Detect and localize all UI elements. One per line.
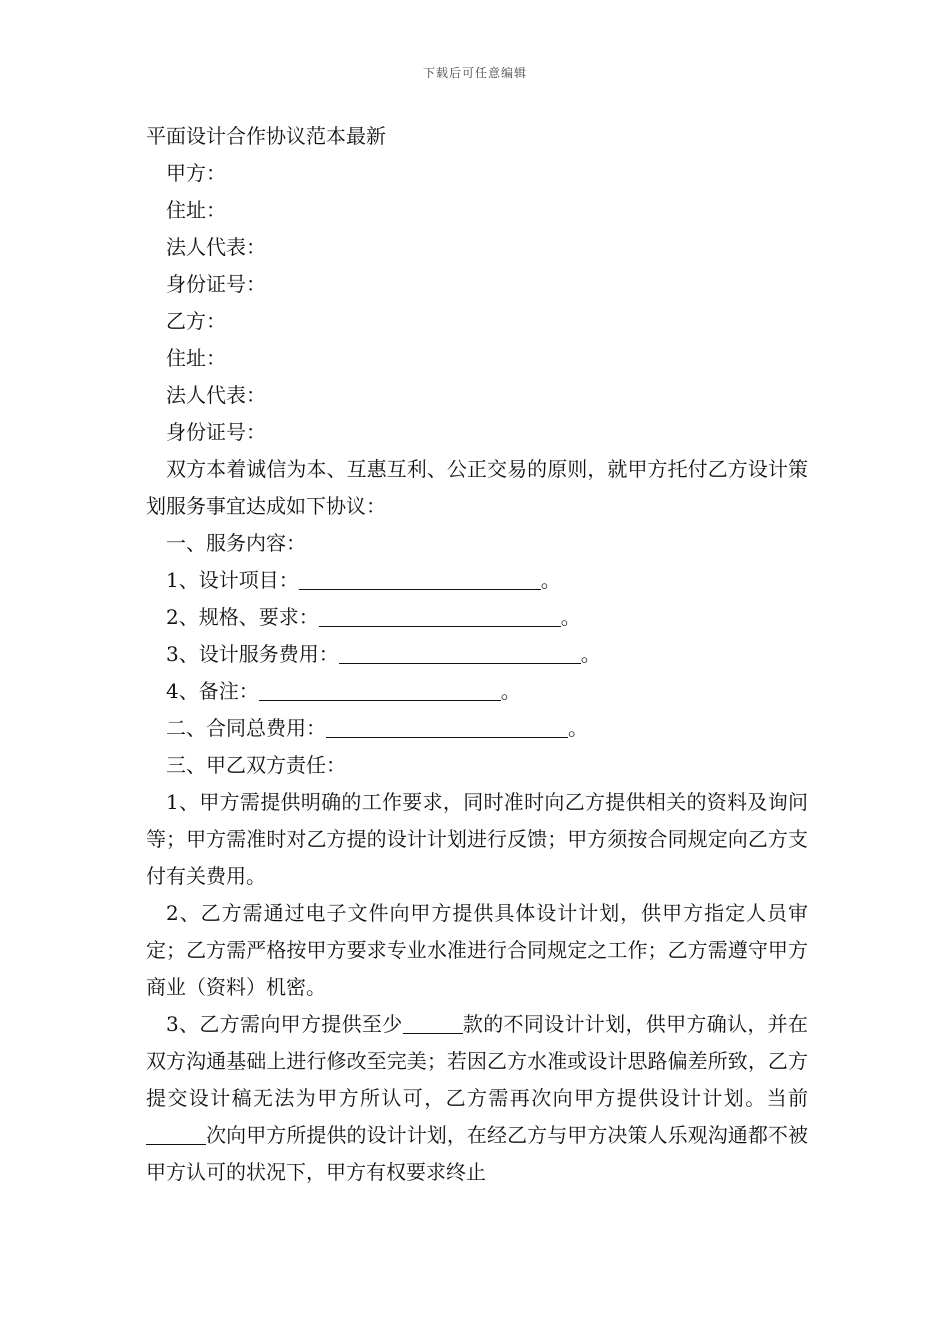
service-item-4	[146, 673, 808, 710]
section-1-heading: 一、服务内容：	[166, 531, 306, 555]
responsibility-paragraph-3	[146, 1006, 808, 1191]
party-a-representative-label: 法人代表：	[166, 235, 266, 259]
party-a-id-label: 身份证号：	[166, 272, 266, 296]
p3-text-part-1: 3、乙方需向甲方提供至少	[166, 1012, 403, 1036]
party-a-name-label: 甲方：	[166, 161, 226, 185]
item-4-label: 4、备注：	[166, 679, 259, 703]
responsibility-paragraph-2: 2、乙方需通过电子文件向甲方提供具体设计计划，供甲方指定人员审定；乙方需严格按甲方要求专业水准进行合同规定之工作；乙方需遵守甲方商业（资料）机密。	[146, 901, 808, 999]
item-3-end-mark: 。	[580, 642, 601, 666]
party-b-id-label: 身份证号：	[166, 420, 266, 444]
item-4-blank-line	[259, 678, 501, 701]
p3-text-part-3: 次向甲方所提供的设计计划，在经乙方与甲方决策人乐观沟通都不被甲方认可的状况下，甲方有权要求终止	[146, 1123, 808, 1184]
page-header-note: 下载后可任意编辑	[422, 66, 527, 80]
item-2-blank-line	[319, 604, 561, 627]
document-title: 平面设计合作协议范本最新	[146, 124, 386, 148]
p3-blank-line-1	[403, 1011, 463, 1034]
item-1-end-mark: 。	[540, 568, 561, 592]
service-item-2	[146, 599, 808, 636]
section-3-heading: 三、甲乙双方责任：	[166, 753, 346, 777]
item-4-end-mark: 。	[500, 679, 521, 703]
party-b-representative-label: 法人代表：	[166, 383, 266, 407]
service-item-1	[146, 562, 808, 599]
item-1-blank-line	[299, 567, 541, 590]
item-2-end-mark: 。	[560, 605, 581, 629]
total-fee-label: 二、合同总费用：	[166, 716, 326, 740]
service-item-3	[146, 636, 808, 673]
item-2-label: 2、规格、要求：	[166, 605, 319, 629]
responsibility-paragraph-1: 1、甲方需提供明确的工作要求，同时准时向乙方提供相关的资料及询问等；甲方需准时对乙方提的设计计划进行反馈；甲方须按合同规定向乙方支付有关费用。	[146, 790, 808, 888]
p3-blank-line-2	[146, 1122, 206, 1145]
total-fee-blank-line	[326, 715, 568, 738]
p3-text-part-2: 款的不同设计计划，供甲方确认，并在双方沟通基础上进行修改至完美；若因乙方水准或设计思路偏差所致，乙方提交设计稿无法为甲方所认可，乙方需再次向甲方提供设计计划。当前	[146, 1012, 808, 1110]
agreement-document	[146, 118, 808, 1191]
section-2-total-fee	[146, 710, 808, 747]
intro-paragraph: 双方本着诚信为本、互惠互利、公正交易的原则，就甲方托付乙方设计策划服务事宜达成如下协议：	[146, 457, 808, 518]
total-fee-end-mark: 。	[568, 716, 588, 740]
party-a-address-label: 住址：	[166, 198, 226, 222]
party-b-address-label: 住址：	[166, 346, 226, 370]
item-3-label: 3、设计服务费用：	[166, 642, 339, 666]
party-b-name-label: 乙方：	[166, 309, 226, 333]
item-1-label: 1、设计项目：	[166, 568, 299, 592]
item-3-blank-line	[339, 641, 581, 664]
